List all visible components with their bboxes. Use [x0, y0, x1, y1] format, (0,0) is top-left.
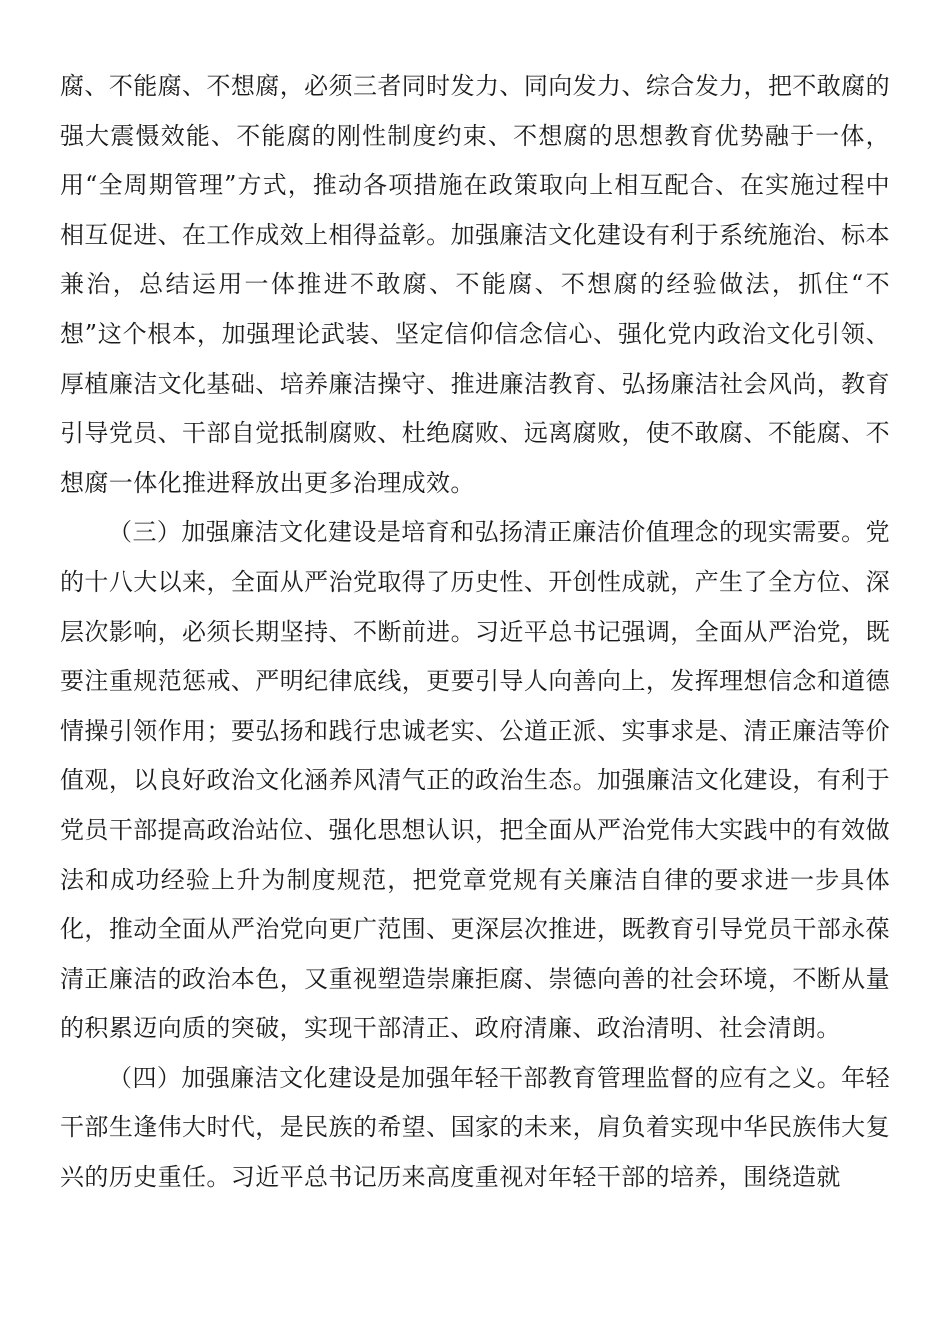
paragraph-text: 腐、不能腐、不想腐，必须三者同时发力、同向发力、综合发力，把不敢腐的强大震慑效能、不能腐的刚性制度约束、不想腐的思想教育优势融于一体，用“全周期管理”方式，推动各项措施在政策取向上相互配合、在实施过程中相互促进、在工作成效上相得益彰。加强廉洁文化建设有利于系统施治、标本兼治，总结运用一体推进不敢腐、不能腐、不想腐的经验做法，抓住“不想”这个根本，加强理论武装、坚定信仰信念信心、强化党内政治文化引领、厚植廉洁文化基础、培养廉洁操守、推进廉洁教育、弘扬廉洁社会风尚，教育引导党员、干部自觉抵制腐败、杜绝腐败、远离腐败，使不敢腐、不能腐、不想腐一体化推进释放出更多治理成效。 — [60, 72, 890, 497]
paragraph-section-4 — [60, 1054, 890, 1203]
section-heading-4: （四）加强廉洁文化建设是加强年轻干部教育管理监督的应有之义。 — [108, 1063, 842, 1092]
paragraph-section-3 — [60, 508, 890, 1054]
section-heading-3: （三）加强廉洁文化建设是培育和弘扬清正廉洁价值理念的现实需要。 — [108, 518, 866, 547]
paragraph-text: 党的十八大以来，全面从严治党取得了历史性、开创性成就，产生了全方位、深层次影响，必须长期坚持、不断前进。习近平总书记强调，全面从严治党，既要注重规范惩戒、严明纪律底线，更要引导人向善向上，发挥理想信念和道德情操引领作用；要弘扬和践行忠诚老实、公道正派、实事求是、清正廉洁等价值观，以良好政治文化涵养风清气正的政治生态。加强廉洁文化建设，有利于党员干部提高政治站位、强化思想认识，把全面从严治党伟大实践中的有效做法和成功经验上升为制度规范，把党章党规有关廉洁自律的要求进一步具体化，推动全面从严治党向更广范围、更深层次推进，既教育引导党员干部永葆清正廉洁的政治本色，又重视塑造崇廉拒腐、崇德向善的社会环境，不断从量的积累迈向质的突破，实现干部清正、政府清廉、政治清明、社会清朗。 — [60, 518, 890, 1043]
paragraph-continuation — [60, 62, 890, 508]
paragraph-text: 年轻干部生逢伟大时代，是民族的希望、国家的未来，肩负着实现中华民族伟大复兴的历史重任。习近平总书记历来高度重视对年轻干部的培养，围绕造就 — [60, 1063, 890, 1192]
document-page — [60, 62, 890, 1203]
